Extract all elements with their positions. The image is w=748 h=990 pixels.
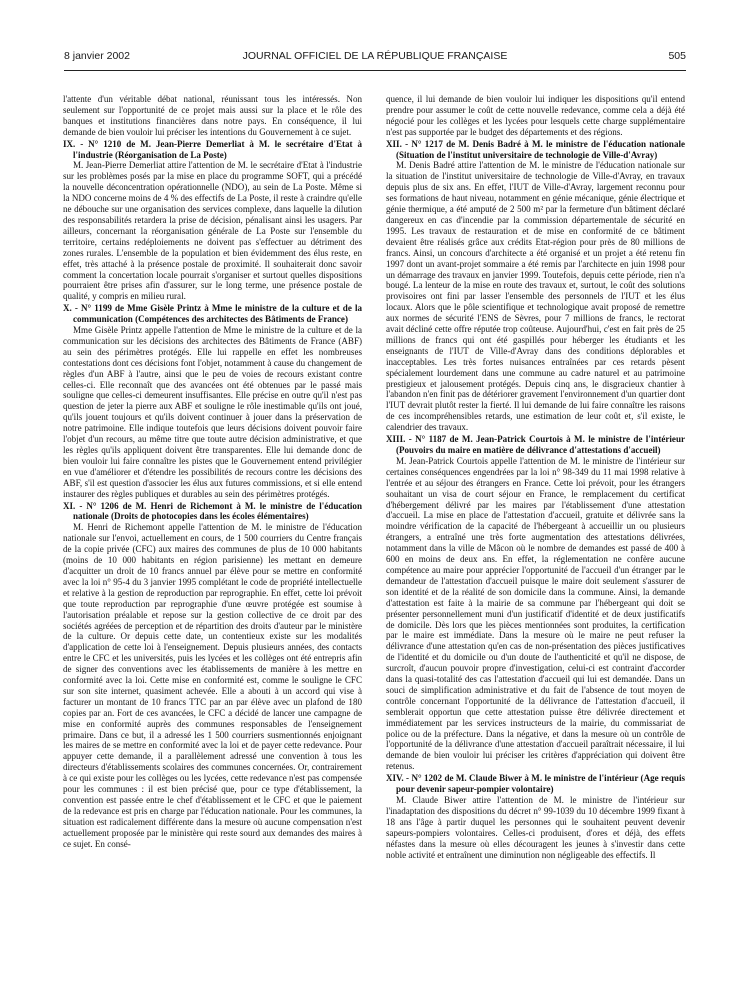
question-1187-heading: XIII. - N° 1187 de M. Jean-Patrick Courtois à M. le ministre de l'intérieur (Pouvoirs du maire en matière de délivrance d'attestations d'accueil) [386, 434, 685, 455]
issue-date: 8 janvier 2002 [64, 50, 130, 62]
continuation-paragraph: quence, il lui demande de bien vouloir lui indiquer les dispositions qu'il entend prendre pour assumer le coût de cette nouvelle redevance, comme cela a déjà été négocié pour les collèges et les lycées pour lesquels cette charge supplémentaire n'est pas supportée par le budget des départements et des régions. [386, 94, 685, 137]
page-number: 505 [668, 50, 686, 62]
question-1202-heading: XIV. - N° 1202 de M. Claude Biwer à M. le ministre de l'intérieur (Age requis pour devenir sapeur-pompier volontaire) [386, 773, 685, 795]
header-rule [64, 70, 686, 71]
question-1199-text: Mme Gisèle Printz appelle l'attention de Mme le ministre de la culture et de la communication sur les décisions des architectes des Bâtiments de France (ABF) au sein des périmètres protégés. Elle lui rappelle en effet les nombreuses contestations dont ces décisions font l'objet, notamment à cause du changement de règles d'un ABF à l'autre, ainsi que le peu de voies de recours existant contre celles-ci. Elle reconnaît que des avancées ont été obtenues par le passé mais souligne que celles-ci demeurent insuffisantes. Elle précise en outre qu'il n'est pas question de jeter la pierre aux ABF et souligne le rôle inestimable qu'ils ont joué, qu'ils jouent toujours et qu'ils doivent continuer à jouer dans la préservation de notre patrimoine. Elle indique toutefois que leurs décisions doivent pouvoir faire l'objet d'un recours, au même titre que toute autre décision administrative, et que les règles qu'ils appliquent doivent être transparentes. Elle lui demande donc de bien vouloir lui faire connaître les pistes que le Gouvernement entend privilégier en vue d'améliorer et d'étendre les possibilités de recours contre les décisions des ABF, s'il est question d'associer les élus aux futures commissions, et si elle entend instaurer des règles publiques et durables au sein des périmètres protégés. [63, 325, 362, 499]
question-1206-heading: XI. - N° 1206 de M. Henri de Richemont à M. le ministre de l'éducation nationale (Droits de photocopies dans les écoles élémentaires) [63, 500, 362, 522]
intro-paragraph: l'attente d'un véritable débat national, réunissant tous les intéressés. Non seulement sur l'opportunité de ce projet mais aussi sur la place et le rôle des banques et institutions financières dans notre pays. En conséquence, il lui demande de bien vouloir lui préciser les intentions du Gouvernement à ce sujet. [63, 94, 362, 137]
question-1187-text: M. Jean-Patrick Courtois appelle l'attention de M. le ministre de l'intérieur sur certaines conséquences engendrées par la loi n° 98-349 du 11 mai 1998 relative à l'entrée et au séjour des étrangers en France. Cette loi prévoit, pour les étrangers souhaitant un visa de court séjour en France, le remplacement du certificat d'hébergement délivré par les maires par l'établissement d'une attestation d'accueil. La mise en place de l'attestation d'accueil, gratuite et délivrée sans la moindre vérification de la capacité de l'hébergeant à accueillir un ou plusieurs étrangers, a entraîné une très forte augmentation des attestations délivrées, notamment dans la ville de Mâcon où le nombre de demandes est passé de 400 à 600 en moins de deux ans. En effet, la réglementation ne confère aucune compétence au maire pour apprécier l'opportunité de l'accueil d'un étranger par le demandeur de l'attestation d'accueil puisque le maire doit seulement s'assurer de son identité et de la réalité de son domicile dans la commune. Ainsi, la demande d'attestation est faite à la mairie de sa commune par l'hébergeant qui doit se présenter personnellement muni d'un justificatif d'identité et de deux justificatifs de domicile. Dès lors que les pièces mentionnées sont produites, la certification par le maire est immédiate. Dans la mesure où le maire ne peut refuser la délivrance d'une attestation qu'en cas de non-présentation des pièces justificatives de l'identité et du domicile ou d'un doute de l'authenticité et qu'il ne dispose, de surcroît, d'aucun pouvoir propre d'investigation, celui-ci est contraint d'accorder dans la quasi-totalité des cas l'attestation d'accueil qui lui est demandée. Dans un souci de simplification administrative et du fait de l'absence de tout moyen de contrôle concernant l'opportunité de la délivrance de l'attestation d'accueil, il semblerait opportun que cette attestation puisse être délivrée directement et immédiatement par les services instructeurs de la mairie, du commissariat de police ou de la préfecture. Dans la négative, et dans la mesure où un contrôle de l'opportunité de la délivrance d'une attestation d'accueil paraîtrait nécessaire, il lui demande de bien vouloir lui préciser les critères d'appréciation qui doivent être retenus. [386, 455, 685, 772]
left-column [63, 94, 362, 986]
question-1210-heading: IX. - N° 1210 de M. Jean-Pierre Demerliat à M. le secrétaire d'Etat à l'industrie (Réorganisation de La Poste) [63, 138, 362, 160]
question-1206-text: M. Henri de Richemont appelle l'attention de M. le ministre de l'éducation nationale sur l'envoi, actuellement en cours, de 1 500 courriers du Centre français de la copie privée (CFC) aux maires des communes de plus de 10 000 habitants (moins de 10 000 habitants en région parisienne) les mettant en demeure d'acquitter un droit de 10 francs annuel par élève pour se mettre en conformité avec la loi n° 95-4 du 3 janvier 1995 complétant le code de propriété intellectuelle et relative à la gestion de reproduction par reprographie. En effet, cette loi prévoit que toute reproduction par reprographie d'une œuvre protégée est soumise à l'autorisation préalable et repose sur la gestion collective de ce droit par des sociétés agréées de perception et de répartition des droits d'auteur par le ministère de la culture. Or depuis cette date, un contentieux existe sur les modalités d'application de cette loi à l'enseignement. Depuis plusieurs années, des contacts entre le CFC et les universités, puis les lycées et les collèges ont été entrepris afin de signer des conventions avec les établissements de manière à les mettre en conformité avec la loi. Cette mise en conformité est, comme le souligne le CFC sur son site internet, quasiment achevée. Elle a abouti à un accord qui vise à facturer un montant de 10 francs TTC par an par élève avec un plafond de 180 copies par an. Fort de ces avancées, le CFC a décidé de lancer une campagne de mise en conformité auprès des communes responsables de l'enseignement primaire. Dans ce but, il a adressé les 1 500 courriers susmentionnés enjoignant les maires de se mettre en conformité avec la loi et de payer cette redevance. Pour appuyer cette demande, il a parallèlement adressé une convention à tous les directeurs d'établissements scolaires des communes concernées. Or, contrairement à ce qui existe pour les collèges ou les lycées, cette redevance n'est pas compensée pour les communes : il est bien précisé que, pour ce type d'établissement, la convention est passée entre le chef d'établissement et le CFC et que le paiement de la redevance est pris en charge par l'éducation nationale. Pour les communes, la situation est radicalement différente dans la mesure où aucune compensation n'est actuellement proposée par le ministère qui reste sourd aux demandes des maires à ce sujet. En consé- [63, 522, 362, 849]
journal-title: JOURNAL OFFICIEL DE LA RÉPUBLIQUE FRANÇAISE [242, 50, 508, 62]
question-1217-text: M. Denis Badré attire l'attention de M. le ministre de l'éducation nationale sur la situation de l'institut universitaire de technologie de Ville-d'Avray, en travaux depuis plus de six ans. En effet, l'IUT de Ville-d'Avray, largement reconnu pour ses formations de haut niveau, notamment en génie mécanique, génie électrique et génie thermique, a été amputé de 2 500 m² par la fermeture d'un bâtiment déclaré dangereux en cas d'incendie par la commission départementale de sécurité en 1995. Les travaux de restauration et de mise en conformité de ce bâtiment devaient être réalisés grâce aux crédits Etat-région pour près de 80 millions de francs. Ainsi, un concours d'architecte a été organisé et un projet a été retenu fin 1997 dont un avant-projet sommaire a été remis par l'architecte en juin 1998 pour un démarrage des travaux en janvier 1999. Toutefois, depuis cette période, rien n'a bougé. La lenteur de la mise en route des travaux et, surtout, le coût des solutions provisoires ont fini par lasser l'ensemble des personnels de l'IUT et les élus locaux. Alors que le pôle scientifique et technologique avait proposé de remettre aux normes de sécurité l'ENS de Sèvres, pour 7 millions de francs, le rectorat avait décliné cette offre réputée trop coûteuse. Aujourd'hui, c'est en fait près de 25 millions de francs qui ont été gaspillés pour héberger les étudiants et les enseignants de l'IUT de Ville-d'Avray dans des conditions déplorables et inacceptables. Les très fortes nuisances entraînées par ces retards pèsent spécialement lourdement dans une commune au cadre naturel et au patrimoine prestigieux et jalousement protégés. Depuis cinq ans, le disgracieux chantier à l'abandon n'en finit pas de détériorer gravement l'environnement d'un quartier dont l'IUT devrait plutôt rester la fierté. Il lui demande de lui faire connaître les raisons de ces incompréhensibles retards, une estimation de leur coût et, s'il existe, le calendrier des travaux. [386, 160, 685, 433]
question-1217-heading: XII. - N° 1217 de M. Denis Badré à M. le ministre de l'éducation nationale (Situation de l'institut universitaire de technologie de Ville-d'Avray) [386, 138, 685, 160]
question-1210-text: M. Jean-Pierre Demerliat attire l'attention de M. le secrétaire d'Etat à l'industrie sur les problèmes posés par la mise en place du programme SOFT, qui a précédé la nouvelle déconcentration opérationnelle (NDO), au sein de La Poste. Même si la NDO concerne moins de 4 % des effectifs de La Poste, il reste à craindre qu'elle ne débouche sur une organisation des services complexe, dans laquelle la dilution des responsabilités retardera la prise de décision, pénalisant ainsi les usagers. Par ailleurs, concernant la réorganisation générale de La Poste sur l'ensemble du territoire, certains redéploiements ne doivent pas s'effectuer au détriment des zones rurales. L'ensemble de la population et bien évidemment des élus reste, en effet, très attaché à la présence postale de proximité. Il souhaiterait donc savoir comment la concertation locale pourrait s'organiser et surtout quelles dispositions pourraient être prises afin d'assurer, sur le long terme, une présence postale de qualité, y compris en milieu rural. [63, 160, 362, 302]
question-1199-heading: X. - N° 1199 de Mme Gisèle Printz à Mme le ministre de la culture et de la communication (Compétences des architectes des Bâtiments de France) [63, 303, 362, 325]
question-1202-text: M. Claude Biwer attire l'attention de M. le ministre de l'intérieur sur l'inadaptation des dispositions du décret n° 99-1039 du 10 décembre 1999 fixant à 18 ans l'âge à partir duquel les personnes qui le souhaitent peuvent devenir sapeurs-pompiers volontaires. Celles-ci produisent, d'ores et déjà, des effets néfastes dans la mesure où elles découragent les jeunes à s'investir dans cette noble activité et entraînent une diminution non négligeable des effectifs. Il [386, 795, 685, 860]
page-header [64, 50, 686, 64]
right-column [386, 94, 685, 986]
